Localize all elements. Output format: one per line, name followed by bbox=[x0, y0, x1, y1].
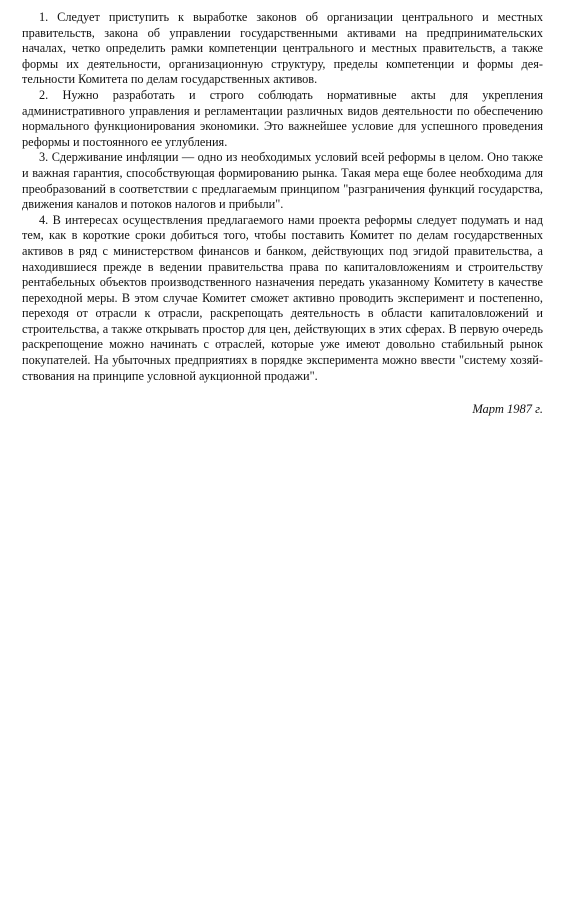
paragraph-4: 4. В интересах осуществления предлагаемого нами проекта реформы следует подумать и над тем, как в короткие сроки добиться того, чтобы поставить Комитет по делам государственных активов в ряд с министерством финансов и банком, действующих под эгидой правительства, а находившиеся прежде в ведении правительства права по капиталовложениям и строительству рентабельных объектов производственного назначения передать указанному Комитету в качестве переходной меры. В этом случае Комитет сможет активно проводить эксперимент и постепенно, переходя от отрасли к отрасли, раскрепощать деятельность в области капиталовложений и строительства, а также открывать простор для цен, действующих в этих сферах. В первую очередь раскрепощение можно начинать с отраслей, которые уже имеют довольно стабильный рынок покупателей. На убыточных предприятиях в порядке эксперимента можно ввести "систему хозяйствования на принципе условной аукционной продажи". bbox=[22, 212, 543, 383]
paragraph-2: 2. Нужно разработать и строго соблюдать нормативные акты для укрепления административного управления и регламентации различных видов деятельности по обеспечению нормального функционирования экономики. Это важнейшее условие для успешного проведения реформы и постоянного ее углубления. bbox=[22, 87, 543, 149]
paragraph-3: 3. Сдерживание инфляции — одно из необходимых условий всей реформы в целом. Оно также и важная гарантия, способствующая формированию рынка. Такая мера еще более необходима для преобразований в соответствии с предлагаемым принципом "разграничения функций государства, движения каналов и потоков налогов и прибыли". bbox=[22, 150, 543, 212]
paragraph-1: 1. Следует приступить к выработке законов об организации центрального и местных правительств, закона об управлении государственными активами на предпринимательских началах, четко определить рамки компетенции центрального и местных правительств, а также формы их деятельности, организационную структуру, пределы компетенции и формы деятельности Комитета по делам государственных активов. bbox=[22, 10, 543, 87]
document-page bbox=[22, 10, 543, 418]
date-signature: Март 1987 г. bbox=[472, 402, 543, 417]
